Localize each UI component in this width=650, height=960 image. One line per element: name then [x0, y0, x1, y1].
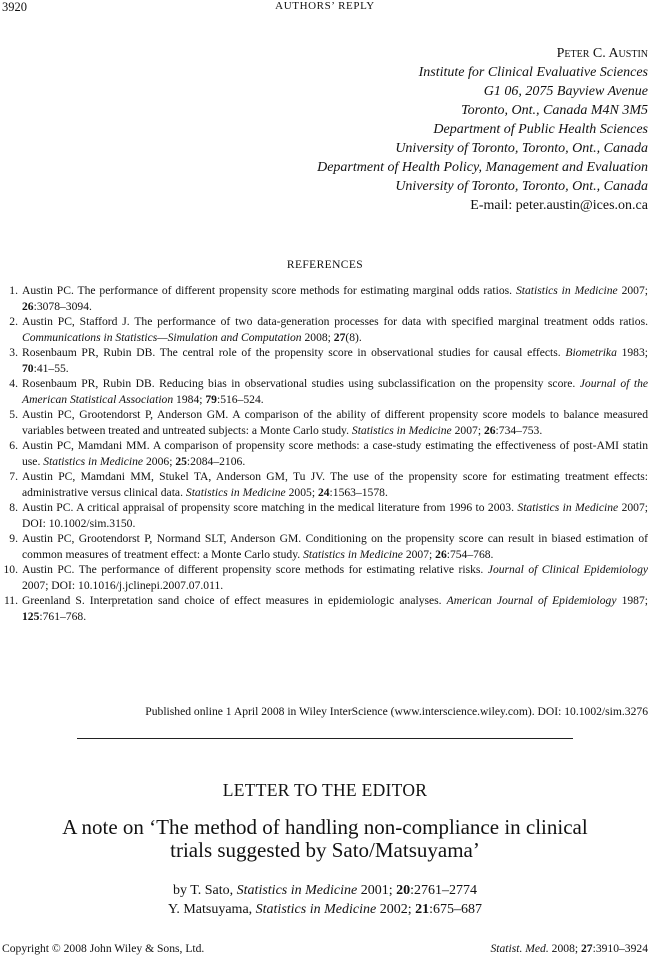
reference-volume: 25	[175, 454, 187, 468]
reference-year: 1987;	[621, 594, 648, 607]
cited-journal: Statistics in Medicine	[236, 883, 358, 898]
reference-journal: Statistics in Medicine	[43, 454, 144, 468]
cited-article	[0, 881, 650, 900]
reference-volume: 27	[333, 330, 346, 344]
reference-journal: Journal of Clinical Epidemiology	[487, 563, 649, 576]
letter-heading: LETTER TO THE EDITOR	[222, 780, 428, 800]
cited-journal: Statistics in Medicine	[255, 902, 377, 917]
reference-item	[0, 438, 650, 469]
reference-item	[0, 314, 650, 345]
cited-articles	[0, 881, 650, 919]
reference-year: 2007;	[405, 547, 433, 561]
published-note: Published online 1 April 2008 in Wiley InterScience (www.interscience.wiley.com). DOI: 10.1002/sim.3276	[145, 705, 648, 718]
reference-number: 5.	[9, 408, 18, 421]
author-name: Peter C. Austin	[556, 46, 648, 61]
reference-item	[0, 593, 650, 624]
reference-year: 2007;	[454, 423, 482, 437]
references-heading: REFERENCES	[286, 259, 364, 271]
reference-pages: :1563–1578.	[329, 485, 388, 499]
affiliation-line: Department of Public Health Sciences	[433, 122, 648, 137]
cited-year: 2002;	[379, 902, 412, 917]
reference-pages: :3078–3094.	[33, 299, 92, 313]
affiliation-line: University of Toronto, Toronto, Ont., Canada	[395, 179, 648, 194]
affiliation-line: G1 06, 2075 Bayview Avenue	[483, 84, 648, 99]
reference-text: Austin PC. A critical appraisal of propensity score matching in the medical literature from 1996 to 2003.	[22, 501, 514, 514]
reference-number: 3.	[9, 346, 18, 359]
reference-year: 2008;	[304, 330, 331, 344]
reference-item	[0, 469, 650, 500]
reference-item	[0, 500, 650, 531]
reference-number: 7.	[9, 470, 18, 483]
reference-text: Austin PC, Grootendorst P, Normand SLT, Anderson GM. Conditioning on the propensity score can result in biased estimation of common measures of treatment effect: a Monte Carlo study.	[22, 532, 648, 561]
cited-article	[0, 900, 650, 919]
reference-text: Austin PC, Stafford J. The performance of two data-generation processes for data with specified marginal treatment odds ratios.	[22, 315, 648, 328]
reference-journal: Statistics in Medicine	[185, 485, 286, 499]
reference-year: 1983;	[621, 346, 648, 359]
citation-volume: 27	[581, 942, 593, 955]
reference-text: Rosenbaum PR, Rubin DB. Reducing bias in observational studies using subclassification on the propensity score.	[22, 377, 576, 390]
page-header	[0, 0, 650, 18]
affiliation-line: University of Toronto, Toronto, Ont., Canada	[395, 141, 648, 156]
reference-item	[0, 531, 650, 562]
article-title-line: trials suggested by Sato/Matsuyama’	[170, 838, 480, 862]
running-head: AUTHORS’ REPLY	[275, 0, 375, 12]
reference-item	[0, 562, 650, 593]
cited-author: Y. Matsuyama,	[168, 902, 253, 917]
reference-volume: 26	[483, 423, 496, 437]
reference-pages: (8).	[345, 330, 362, 344]
reference-volume: 26	[435, 547, 447, 561]
reference-list	[0, 283, 650, 624]
cited-volume: 20	[396, 883, 411, 898]
reference-text: Austin PC, Mamdani MM. A comparison of propensity score methods: a case-study estimating the effectiveness of post-AMI statin use.	[22, 439, 648, 468]
reference-journal: Statistics in Medicine	[303, 547, 403, 561]
reference-number: 9.	[9, 532, 18, 545]
reference-year: 1984;	[176, 392, 203, 406]
affiliation-line: Toronto, Ont., Canada M4N 3M5	[461, 103, 648, 118]
reference-text: Rosenbaum PR, Rubin DB. The central role of the propensity score in observational studies for causal effects.	[22, 346, 561, 359]
cited-volume: 21	[415, 902, 430, 917]
reference-year: 2005;	[288, 485, 316, 499]
reference-number: 10.	[3, 563, 18, 576]
reference-journal: Statistics in Medicine	[351, 423, 452, 437]
reference-volume: 125	[22, 609, 40, 623]
reference-journal: American Journal of Epidemiology	[446, 594, 617, 607]
reference-volume: 79	[205, 392, 217, 406]
reference-item	[0, 283, 650, 314]
journal-citation	[490, 942, 648, 955]
citation-year: 2008;	[551, 942, 579, 955]
affiliation-line: Department of Health Policy, Management and Evaluation	[317, 160, 648, 175]
reference-pages: :761–768.	[39, 609, 87, 623]
reference-pages: :41–55.	[33, 361, 69, 375]
reference-text: Austin PC. The performance of different propensity score methods for estimating relative risks.	[22, 563, 484, 576]
reference-year: 2007;	[621, 284, 648, 297]
author-signature	[317, 44, 648, 215]
reference-pages: :516–524.	[216, 392, 264, 406]
journal-abbrev: Statist. Med.	[490, 942, 549, 955]
reference-year: 2006;	[146, 454, 173, 468]
reference-text: Austin PC. The performance of different propensity score methods for estimating marginal odds ratios.	[22, 284, 513, 297]
page-footer	[2, 942, 648, 958]
reference-journal: Communications in Statistics—Simulation and Computation	[22, 330, 302, 344]
reference-volume: 70	[22, 361, 34, 375]
cited-pages: :675–687	[429, 902, 482, 917]
reference-pages: :2084–2106.	[186, 454, 246, 468]
reference-pages: :754–768.	[446, 547, 494, 561]
reference-journal: Journal of the American Statistical Association	[22, 377, 649, 406]
reference-volume: 24	[317, 485, 330, 499]
reference-number: 11.	[3, 594, 18, 607]
reference-item	[0, 376, 650, 407]
reference-journal: Statistics in Medicine	[517, 501, 619, 514]
reference-number: 2.	[9, 315, 18, 328]
reference-journal: Statistics in Medicine	[515, 284, 618, 297]
author-email: E-mail: peter.austin@ices.on.ca	[470, 198, 648, 213]
citation-pages: :3910–3924	[592, 942, 648, 955]
cited-author: by T. Sato,	[173, 883, 234, 898]
reference-year: 2007; DOI: 10.1002/sim.3150.	[22, 501, 648, 530]
reference-text: Greenland S. Interpretation sand choice of effect measures in epidemiologic analyses.	[22, 594, 442, 607]
reference-number: 1.	[9, 284, 18, 297]
article-title	[0, 816, 650, 862]
reference-item	[0, 345, 650, 376]
cited-pages: :2761–2774	[410, 883, 477, 898]
reference-volume: 26	[22, 299, 34, 313]
reference-text: Austin PC, Mamdani MM, Stukel TA, Anderson GM, Tu JV. The use of the propensity score for estimating treatment effects: administrative versus clinical data.	[22, 470, 648, 499]
article-title-line: A note on ‘The method of handling non-compliance in clinical	[62, 815, 588, 839]
reference-number: 6.	[9, 439, 18, 452]
copyright-notice: Copyright © 2008 John Wiley & Sons, Ltd.	[2, 942, 205, 955]
cited-year: 2001;	[360, 883, 393, 898]
section-divider	[77, 738, 573, 739]
reference-number: 8.	[9, 501, 18, 514]
reference-year: 2007; DOI: 10.1016/j.jclinepi.2007.07.011.	[22, 578, 224, 592]
affiliation-line: Institute for Clinical Evaluative Sciences	[418, 65, 648, 80]
reference-text: Austin PC, Grootendorst P, Anderson GM. A comparison of the ability of different propensity score models to balance measured variables between treated and untreated subjects: a Monte Carlo study.	[22, 408, 648, 437]
reference-pages: :734–753.	[495, 423, 543, 437]
reference-item	[0, 407, 650, 438]
reference-number: 4.	[9, 377, 18, 390]
page-number: 3920	[2, 0, 27, 14]
reference-journal: Biometrika	[565, 346, 617, 359]
